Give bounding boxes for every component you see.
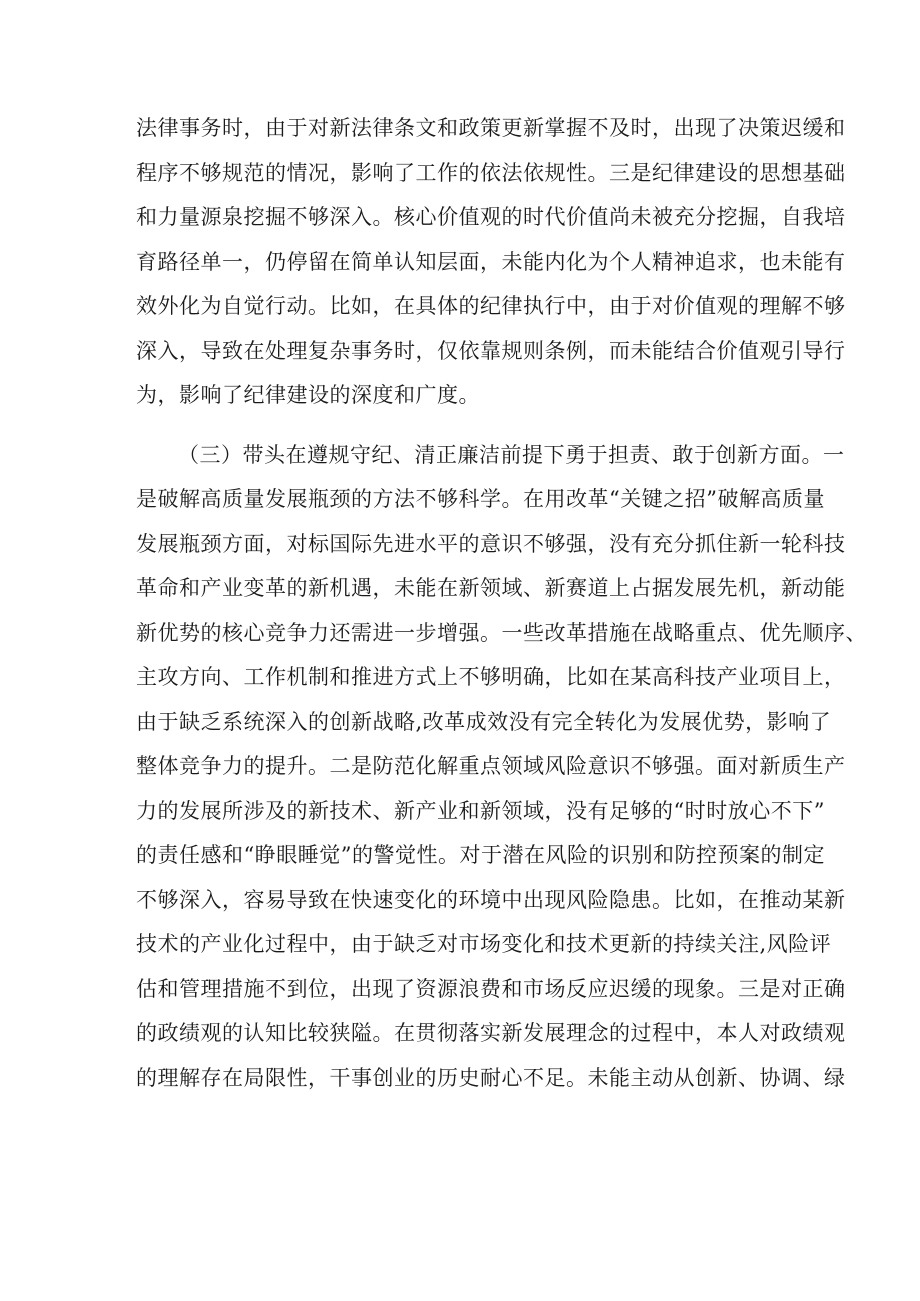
text-line: 和力量源泉挖掘不够深入。核心价值观的时代价值尚未被充分挖掘，自我培: [136, 205, 846, 229]
text-line: 技术的产业化过程中，由于缺乏对市场变化和技术更新的持续关注,风险评: [136, 932, 832, 956]
text-line: 是破解高质量发展瓶颈的方法不够科学。在用改革“关键之招”破解高质量: [136, 487, 825, 511]
text-line: 育路径单一，仍停留在简单认知层面，未能内化为个人精神追求，也未能有: [136, 249, 846, 274]
text-line: 的政绩观的认知比较狭隘。在贯彻落实新发展理念的过程中，本人对政绩观: [136, 1021, 846, 1045]
text-line: 法律事务时，由于对新法律条文和政策更新掌握不及时，出现了决策迟缓和: [136, 116, 846, 140]
text-line: 为，影响了纪律建设的深度和广度。: [136, 383, 480, 407]
text-line: 程序不够规范的情况，影响了工作的依法依规性。三是纪律建设的思想基础: [136, 160, 846, 185]
paragraph-2: [136, 433, 867, 1101]
paragraph-spacer: [136, 418, 792, 433]
text-line: 不够深入，容易导致在快速变化的环境中出现风险隐患。比如，在推动某新: [136, 887, 846, 912]
text-line: 新优势的核心竞争力还需进一步增强。一些改革措施在战略重点、优先顺序、: [136, 620, 867, 645]
text-line: 整体竞争力的提升。二是防范化解重点领域风险意识不够强。面对新质生产: [136, 754, 846, 778]
paragraph-1: [136, 106, 846, 418]
text-line: 发展瓶颈方面，对标国际先进水平的意识不够强，没有充分抓住新一轮科技: [136, 531, 846, 556]
text-line: 由于缺乏系统深入的创新战略,改革成效没有完全转化为发展优势，影响了: [136, 709, 832, 734]
document-body: [136, 106, 867, 1100]
text-line: （三）带头在遵规守纪、清正廉洁前提下勇于担责、敢于创新方面。一: [178, 442, 845, 467]
text-line: 力的发展所涉及的新技术、新产业和新领域，没有足够的“时时放心不下”: [136, 798, 825, 823]
text-line: 主攻方向、工作机制和推进方式上不够明确，比如在某高科技产业项目上，: [136, 665, 846, 689]
text-line: 革命和产业变革的新机遇，未能在新领域、新赛道上占据发展先机，新动能: [136, 576, 846, 600]
text-line: 效外化为自觉行动。比如，在具体的纪律执行中，由于对价值观的理解不够: [136, 294, 846, 318]
text-line: 深入，导致在处理复杂事务时，仅依靠规则条例，而未能结合价值观引导行: [136, 338, 846, 363]
text-line: 估和管理措施不到位，出现了资源浪费和市场反应迟缓的现象。三是对正确: [136, 976, 846, 1001]
text-line: 的责任感和“睁眼睡觉”的警觉性。对于潜在风险的识别和防控预案的制定: [136, 843, 825, 867]
text-line: 的理解存在局限性，干事创业的历史耐心不足。未能主动从创新、协调、绿: [136, 1065, 846, 1090]
